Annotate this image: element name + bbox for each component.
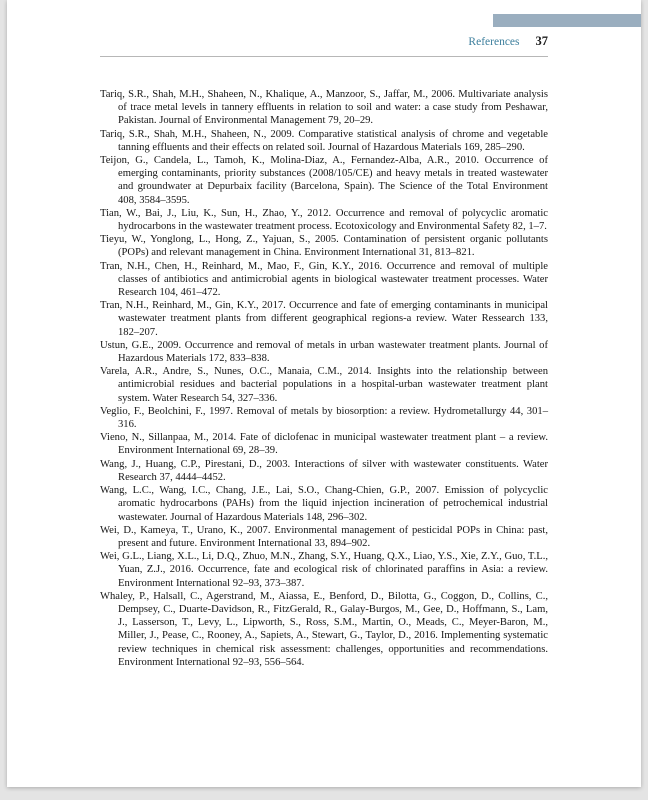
header-divider [100,56,548,57]
reference-entry: Tariq, S.R., Shah, M.H., Shaheen, N., Khalique, A., Manzoor, S., Jaffar, M., 2006. Multivariate analysis of trace metal levels in tannery effluents in relation to soil and water: a case study from Peshawar, Pakistan. Journal of Environmental Management 79, 20–29. [100,89,548,127]
reference-entry: Wei, G.L., Liang, X.L., Li, D.Q., Zhuo, M.N., Zhang, S.Y., Huang, Q.X., Liao, Y.S., Xie, Z.Y., Guo, T.L., Yuan, Z.J., 2016. Occurrence, fate and ecological risk of chlorinated paraffins in Asia: a review. Environment International 92–93, 373–387. [100,551,548,589]
page-number: 37 [535,34,548,48]
header-accent-bar [493,14,641,27]
reference-entry: Vieno, N., Sillanpaa, M., 2014. Fate of diclofenac in municipal wastewater treatment plant – a review. Environment International 69, 28–39. [100,432,548,457]
section-title: References [468,36,520,48]
reference-entry: Tian, W., Bai, J., Liu, K., Sun, H., Zhao, Y., 2012. Occurrence and removal of polycyclic aromatic hydrocarbons in the wastewater treatment process. Ecotoxicology and Environmental Safety 82, 1–7. [100,207,548,233]
document-page [7,0,641,787]
page-header [100,34,548,49]
references-list [100,88,548,669]
reference-entry: Ustun, G.E., 2009. Occurrence and removal of metals in urban wastewater treatment plants. Journal of Hazardous Materials 172, 833–838. [100,339,548,365]
reference-entry: Whaley, P., Halsall, C., Agerstrand, M., Aiassa, E., Benford, D., Bilotta, G., Coggon, D., Collins, C., Dempsey, C., Duarte-Davidson, R., FitzGerald, R., Galay-Burgos, M., Gee, D., Hoffmann, S., Lam, J., Lasserson, T., Levy, L., Lipworth, S., Ross, S.M., Martin, O., Meads, C., Meyer-Baron, M., Miller, J., Pease, C., Rooney, A., Sapiets, A., Stewart, G., Taylor, D., 2016. Implementing systematic review techniques in chemical risk assessment: challenges, opportunities and recommendations. Environment International 92–93, 556–564. [100,590,548,668]
reference-entry: Tran, N.H., Reinhard, M., Gin, K.Y., 2017. Occurrence and fate of emerging contaminants in municipal wastewater treatment plants from different geographical regions-a review. Water Ressearch 133, 182–207. [100,300,548,338]
reference-entry: Teijon, G., Candela, L., Tamoh, K., Molina-Diaz, A., Fernandez-Alba, A.R., 2010. Occurrence of emerging contaminants, priority substances (2008/105/CE) and heavy metals in treated wastewater and groundwater at Depurbaix facility (Barcelona, Spain). The Science of the Total Environment 408, 3584–3595. [100,155,548,206]
reference-entry: Varela, A.R., Andre, S., Nunes, O.C., Manaia, C.M., 2014. Insights into the relationship between antimicrobial residues and bacterial populations in a hospital-urban wastewater treatment plant system. Water Research 54, 327–336. [100,366,548,404]
reference-entry: Tariq, S.R., Shah, M.H., Shaheen, N., 2009. Comparative statistical analysis of chrome and vegetable tanning effluents and their effects on related soil. Journal of Hazardous Materials 169, 285–290. [100,128,548,153]
reference-entry: Wang, J., Huang, C.P., Pirestani, D., 2003. Interactions of silver with wastewater constituents. Water Research 37, 4444–4452. [100,458,548,483]
reference-entry: Tran, N.H., Chen, H., Reinhard, M., Mao, F., Gin, K.Y., 2016. Occurrence and removal of multiple classes of antibiotics and antimicrobial agents in biological wastewater treatment processes. Water Research 104, 461–472. [100,260,548,299]
reference-entry: Tieyu, W., Yonglong, L., Hong, Z., Yajuan, S., 2005. Contamination of persistent organic pollutants (POPs) and relevant management in China. Environment International 31, 813–821. [100,234,548,259]
reference-entry: Veglio, F., Beolchini, F., 1997. Removal of metals by biosorption: a review. Hydrometallurgy 44, 301–316. [100,405,548,431]
reference-entry: Wei, D., Kameya, T., Urano, K., 2007. Environmental management of pesticidal POPs in China: past, present and future. Environment International 33, 894–902. [100,524,548,549]
reference-entry: Wang, L.C., Wang, I.C., Chang, J.E., Lai, S.O., Chang-Chien, G.P., 2007. Emission of polycyclic aromatic hydrocarbons (PAHs) from the liquid injection incineration of petrochemical industrial wastewater. Journal of Hazardous Materials 148, 296–302. [100,485,548,523]
